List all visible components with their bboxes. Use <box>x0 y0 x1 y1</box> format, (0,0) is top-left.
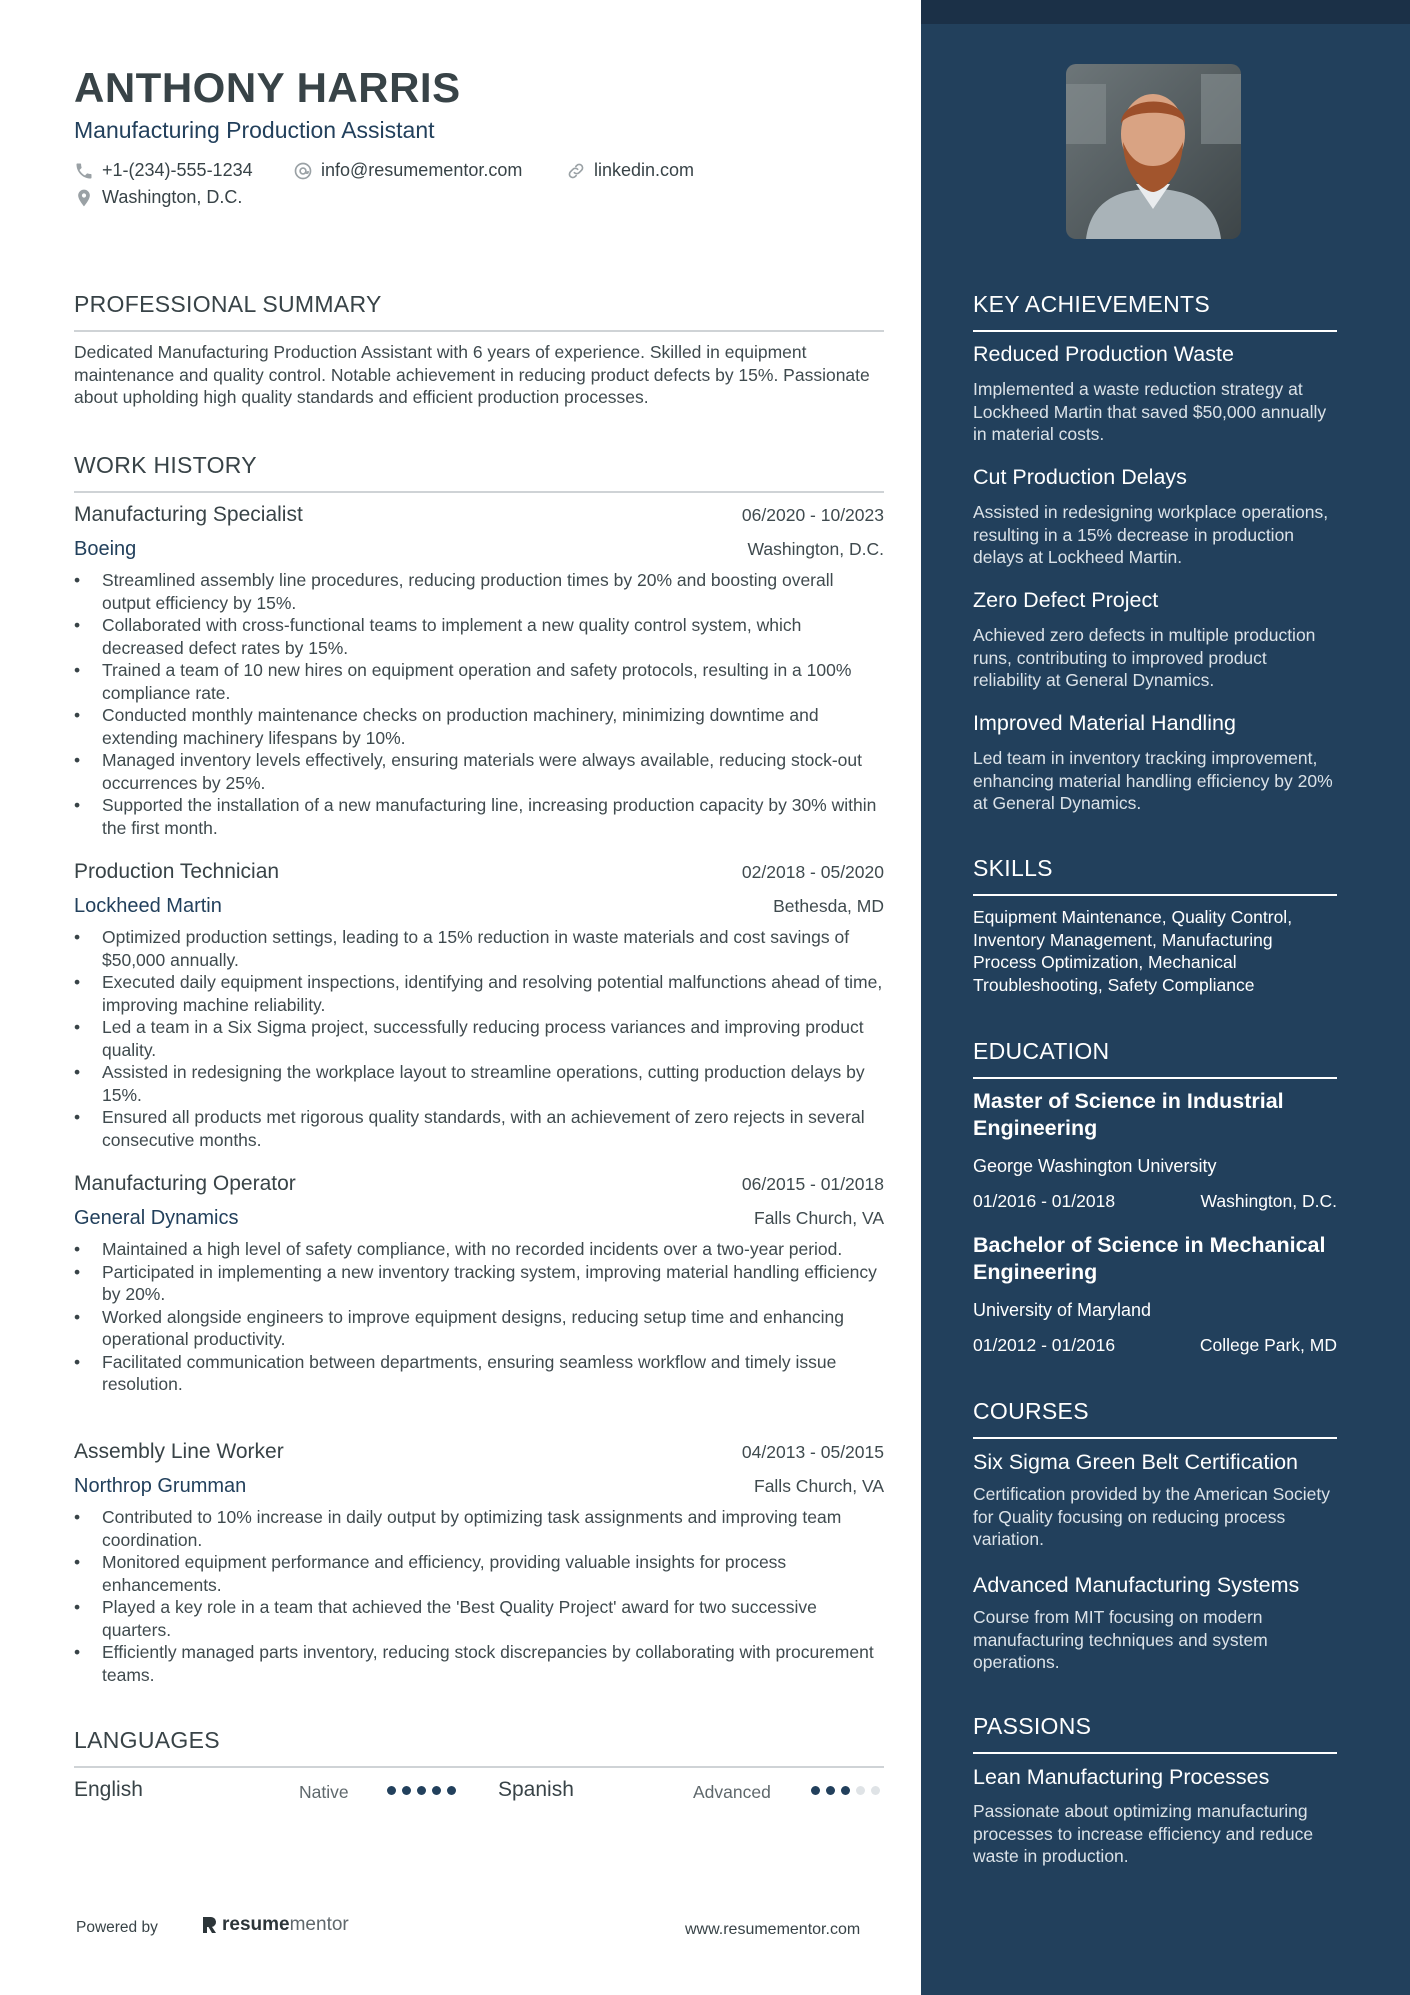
job-location: Falls Church, VA <box>754 1208 884 1228</box>
job-company-row <box>74 895 884 918</box>
education-dates: 01/2016 - 01/2018 <box>973 1191 1116 1211</box>
job-company: Northrop Grumman <box>74 1475 247 1497</box>
job-company-row <box>74 538 884 561</box>
job-bullet: • Assisted in redesigning the workplace layout to streamline operations, cutting production delays by 15%. <box>74 1061 884 1106</box>
passion-title: Lean Manufacturing Processes <box>973 1765 1270 1789</box>
location-text: Washington, D.C. <box>102 187 243 207</box>
achievement-title: Improved Material Handling <box>973 711 1236 735</box>
job-header <box>74 1440 884 1464</box>
rating-dot-filled <box>841 1786 850 1795</box>
job-bullet: • Played a key role in a team that achieved the 'Best Quality Project' award for two successive quarters. <box>74 1596 884 1641</box>
powered-by-label: Powered by <box>76 1919 158 1936</box>
job-bullet: • Maintained a high level of safety compliance, with no recorded incidents over a two-year period. <box>74 1238 884 1261</box>
job-title: Manufacturing Specialist <box>74 503 303 526</box>
rating-dot-filled <box>417 1786 426 1795</box>
candidate-name: ANTHONY HARRIS <box>74 64 461 111</box>
language-rating <box>811 1786 880 1795</box>
rating-dot-filled <box>811 1786 820 1795</box>
job-bullet: • Facilitated communication between departments, ensuring seamless workflow and timely issue resolution. <box>74 1351 884 1396</box>
logo-text-bold: resume <box>222 1914 290 1935</box>
rating-dot-filled <box>826 1786 835 1795</box>
job-title: Production Technician <box>74 860 280 883</box>
resumementor-logo-icon <box>200 1915 218 1935</box>
job-bullet: • Monitored equipment performance and efficiency, providing valuable insights for process enhancements. <box>74 1551 884 1596</box>
language-name: English <box>74 1778 143 1801</box>
job-company: General Dynamics <box>74 1207 239 1229</box>
job-bullets <box>74 1238 884 1396</box>
job-bullets <box>74 926 884 1151</box>
job-bullet: • Ensured all products met rigorous quality standards, with an achievement of zero rejects in several consecutive months. <box>74 1106 884 1151</box>
rating-dot-filled <box>387 1786 396 1795</box>
job-dates: 04/2013 - 05/2015 <box>741 1442 884 1462</box>
education-degree: Bachelor of Science in Mechanical Engineering <box>973 1233 1326 1284</box>
email-text: info@resumementor.com <box>321 160 523 180</box>
job-bullets <box>74 1506 884 1686</box>
job-header <box>74 1172 884 1196</box>
job-bullet: • Contributed to 10% increase in daily output by optimizing task assignments and improving team coordination. <box>74 1506 884 1551</box>
achievement-text: Achieved zero defects in multiple production runs, contributing to improved product reliability at General Dynamics. <box>973 625 1316 690</box>
job-header <box>74 503 884 527</box>
location-pin-icon <box>74 188 94 208</box>
education-school: University of Maryland <box>973 1300 1152 1320</box>
link-icon <box>566 161 586 181</box>
job-company: Boeing <box>74 538 137 560</box>
logo-text-light: mentor <box>289 1914 349 1935</box>
profile-photo <box>1066 64 1241 239</box>
job-location: Bethesda, MD <box>773 896 884 916</box>
job-bullet: • Managed inventory levels effectively, ensuring materials were always available, reducing stock-out occurrences by 25%. <box>74 749 884 794</box>
job-header <box>74 860 884 884</box>
resumementor-logo[interactable] <box>200 1914 349 1936</box>
language-level: Advanced <box>693 1782 771 1802</box>
education-dates: 01/2012 - 01/2016 <box>973 1335 1116 1355</box>
job-bullet: • Worked alongside engineers to improve equipment designs, reducing setup time and enhancing operational productivity. <box>74 1306 884 1351</box>
job-dates: 06/2015 - 01/2018 <box>741 1174 884 1194</box>
languages-row <box>74 1778 884 1808</box>
education-meta <box>973 1191 1337 1212</box>
rating-dot-empty <box>856 1786 865 1795</box>
job-bullet: • Trained a team of 10 new hires on equipment operation and safety protocols, resulting in a 100% compliance rate. <box>74 659 884 704</box>
education-degree: Master of Science in Industrial Engineering <box>973 1089 1284 1140</box>
rating-dot-filled <box>447 1786 456 1795</box>
language-rating <box>387 1786 456 1795</box>
skills-text: Equipment Maintenance, Quality Control, Inventory Management, Manufacturing Process Optimization, Mechanical Troubleshooting, Safety Compliance <box>973 907 1293 995</box>
phone-icon <box>74 161 94 181</box>
languages-heading: LANGUAGES <box>74 1727 884 1768</box>
job-company: Lockheed Martin <box>74 895 222 917</box>
job-bullet: • Collaborated with cross-functional teams to implement a new quality control system, which decreased defect rates by 15%. <box>74 614 884 659</box>
rating-dot-filled <box>402 1786 411 1795</box>
achievement-text: Assisted in redesigning workplace operations, resulting in a 15% decrease in production delays at Lockheed Martin. <box>973 502 1329 567</box>
rating-dot-filled <box>432 1786 441 1795</box>
job-bullet: • Led a team in a Six Sigma project, successfully reducing process variances and improving product quality. <box>74 1016 884 1061</box>
work-history-heading: WORK HISTORY <box>74 452 884 493</box>
at-icon <box>293 161 313 181</box>
job-bullet: • Executed daily equipment inspections, identifying and resolving potential malfunctions ahead of time, improving machine reliability. <box>74 971 884 1016</box>
education-location: Washington, D.C. <box>1200 1191 1337 1211</box>
job-bullet: • Participated in implementing a new inventory tracking system, improving material handling efficiency by 20%. <box>74 1261 884 1306</box>
passion-text: Passionate about optimizing manufacturing processes to increase efficiency and reduce waste in production. <box>973 1801 1314 1866</box>
job-title: Assembly Line Worker <box>74 1440 284 1463</box>
course-title: Six Sigma Green Belt Certification <box>973 1450 1299 1474</box>
courses-heading: COURSES <box>973 1398 1337 1439</box>
linkedin-text: linkedin.com <box>594 160 695 180</box>
achievement-text: Implemented a waste reduction strategy at Lockheed Martin that saved $50,000 annually in material costs. <box>973 379 1327 444</box>
candidate-title: Manufacturing Production Assistant <box>74 117 435 143</box>
phone-contact <box>74 160 253 181</box>
education-location: College Park, MD <box>1199 1335 1337 1355</box>
job-bullets <box>74 569 884 839</box>
job-bullet: • Efficiently managed parts inventory, reducing stock discrepancies by collaborating with procurement teams. <box>74 1641 884 1686</box>
education-heading: EDUCATION <box>973 1038 1337 1079</box>
achievement-text: Led team in inventory tracking improvement, enhancing material handling efficiency by 20% at General Dynamics. <box>973 748 1333 813</box>
job-bullet: • Streamlined assembly line procedures, reducing production times by 20% and boosting overall output efficiency by 15%. <box>74 569 884 614</box>
job-dates: 02/2018 - 05/2020 <box>741 862 884 882</box>
course-title: Advanced Manufacturing Systems <box>973 1573 1300 1597</box>
language-name: Spanish <box>498 1778 574 1801</box>
job-bullet: • Conducted monthly maintenance checks on production machinery, minimizing downtime and extending machinery lifespans by 10%. <box>74 704 884 749</box>
job-location: Falls Church, VA <box>754 1476 884 1496</box>
education-school: George Washington University <box>973 1156 1217 1176</box>
language-level: Native <box>299 1782 349 1802</box>
job-bullet: • Optimized production settings, leading to a 15% reduction in waste materials and cost savings of $50,000 annually. <box>74 926 884 971</box>
linkedin-contact <box>566 160 694 181</box>
footer-url-link[interactable]: www.resumementor.com <box>685 1921 861 1938</box>
course-text: Course from MIT focusing on modern manufacturing techniques and system operations. <box>973 1607 1268 1672</box>
profile-photo-illustration <box>1066 64 1241 239</box>
passions-heading: PASSIONS <box>973 1713 1337 1754</box>
achievement-title: Cut Production Delays <box>973 465 1187 489</box>
location-contact <box>74 187 242 208</box>
email-contact <box>293 160 522 181</box>
job-company-row <box>74 1475 884 1498</box>
course-text: Certification provided by the American Society for Quality focusing on reducing process variation. <box>973 1484 1330 1549</box>
summary-heading: PROFESSIONAL SUMMARY <box>74 291 884 332</box>
summary-text: Dedicated Manufacturing Production Assistant with 6 years of experience. Skilled in equipment maintenance and quality control. Notable achievement in reducing product defects by 15%. Passionate about upholding high quality standards and efficient production processes. <box>74 342 870 407</box>
job-title: Manufacturing Operator <box>74 1172 296 1195</box>
job-company-row <box>74 1207 884 1230</box>
rating-dot-empty <box>871 1786 880 1795</box>
achievement-title: Zero Defect Project <box>973 588 1159 612</box>
education-meta <box>973 1335 1337 1356</box>
achievement-title: Reduced Production Waste <box>973 342 1234 366</box>
job-location: Washington, D.C. <box>747 539 884 559</box>
job-bullet: • Supported the installation of a new manufacturing line, increasing production capacity by 30% within the first month. <box>74 794 884 839</box>
sidebar-top-bar <box>921 0 1410 24</box>
skills-heading: SKILLS <box>973 855 1337 896</box>
job-dates: 06/2020 - 10/2023 <box>741 505 884 525</box>
achievements-heading: KEY ACHIEVEMENTS <box>973 291 1337 332</box>
phone-text: +1-(234)-555-1234 <box>102 160 253 180</box>
